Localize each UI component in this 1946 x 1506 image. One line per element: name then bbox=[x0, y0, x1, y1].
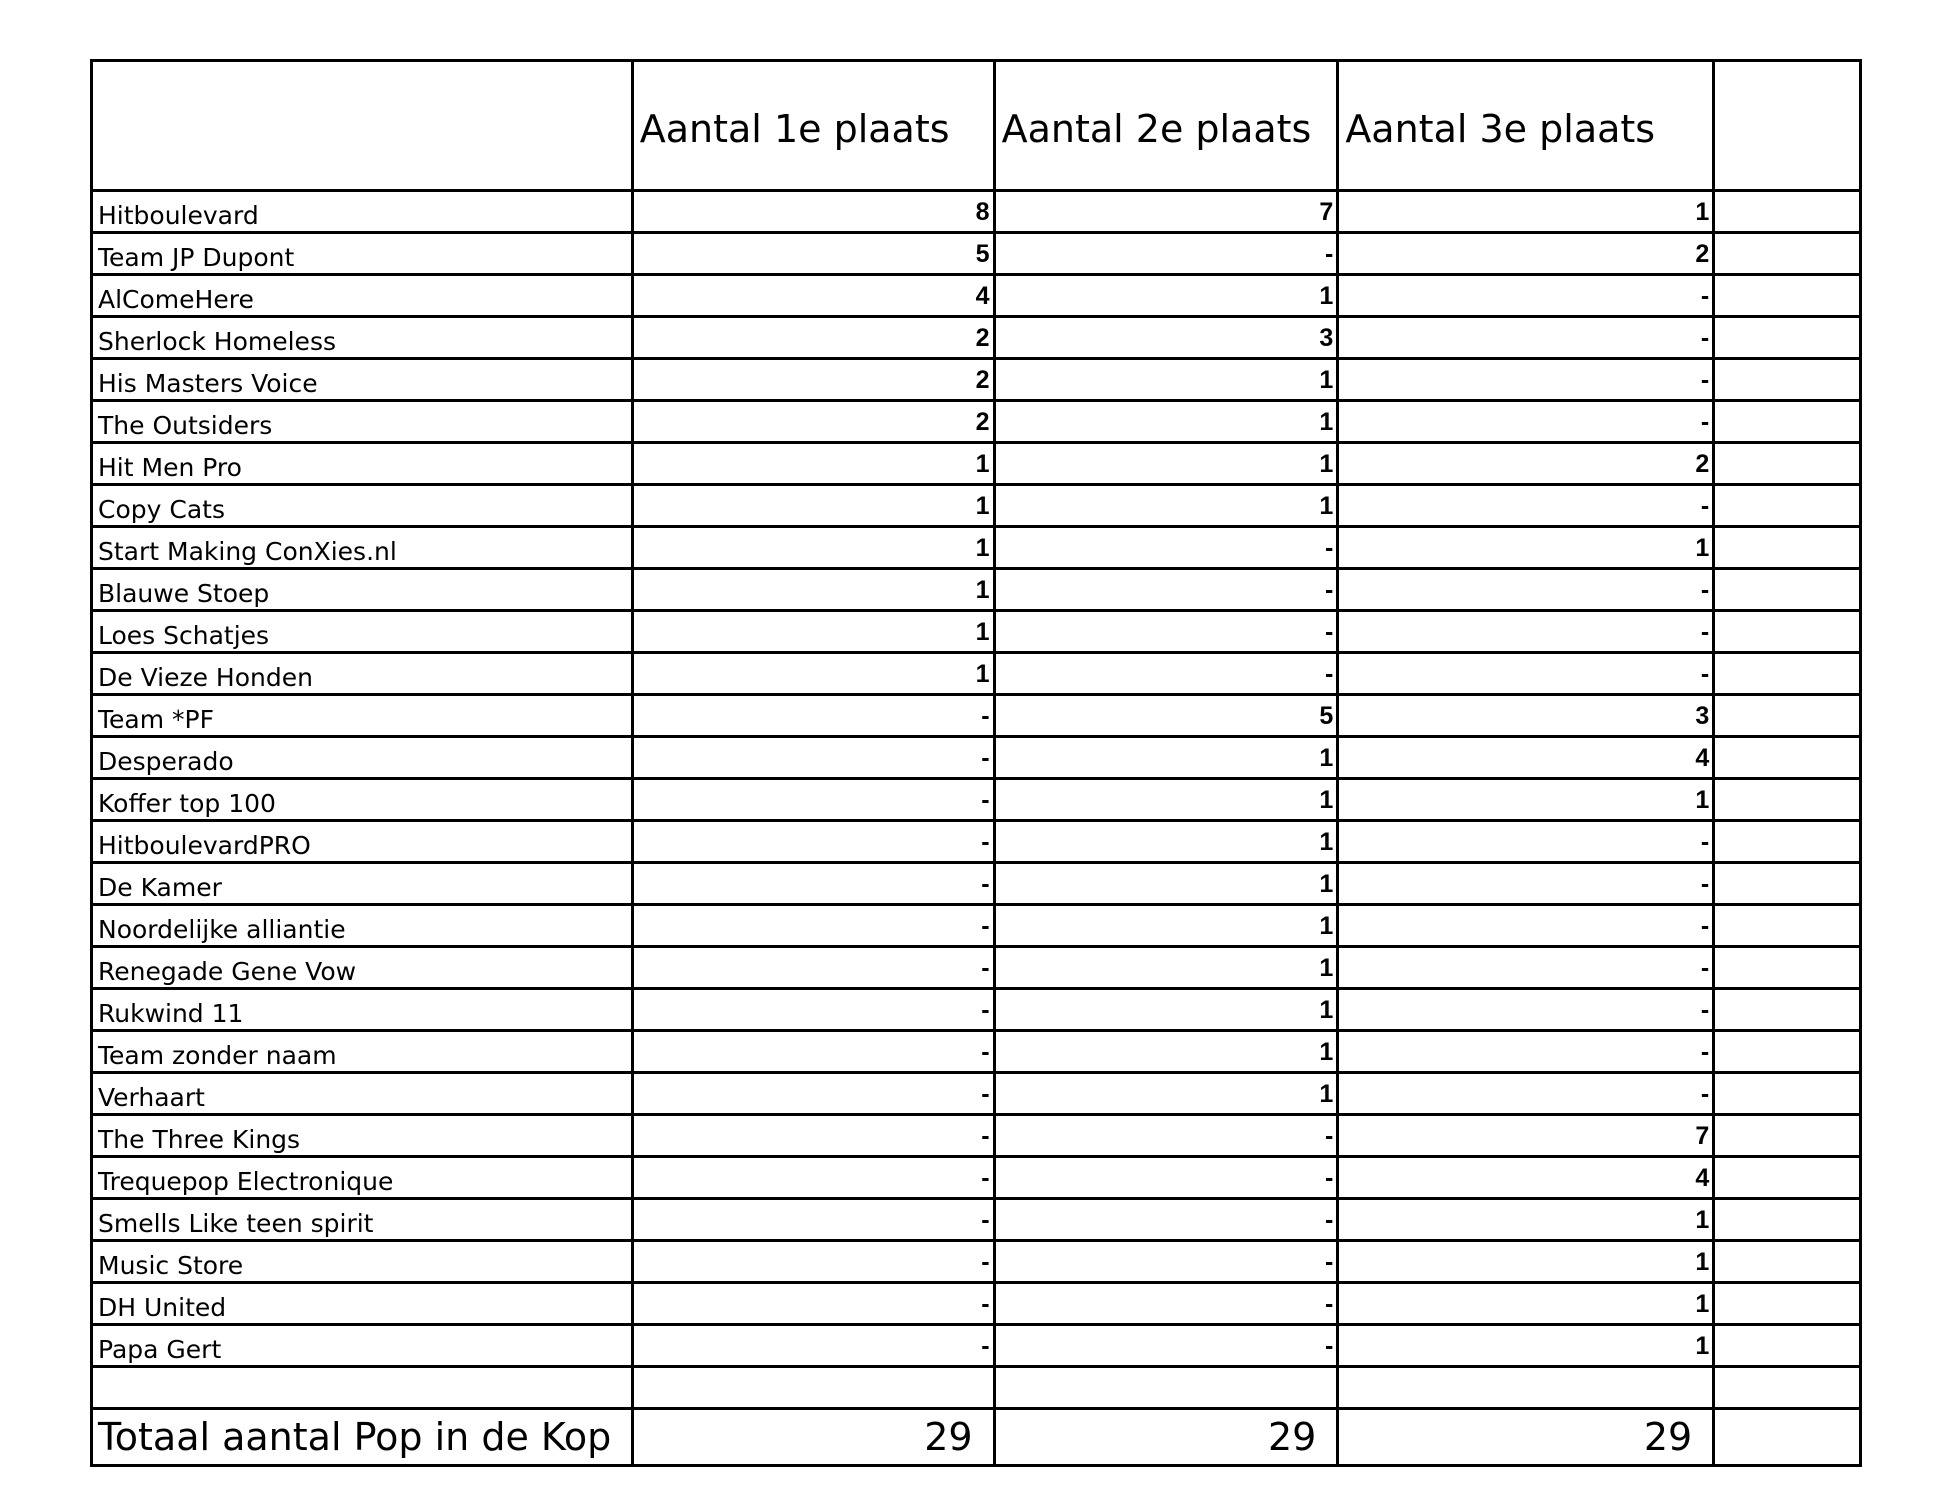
extra-cell bbox=[1714, 233, 1861, 275]
table-row bbox=[92, 1241, 1861, 1283]
team-name-cell: Hitboulevard bbox=[92, 191, 633, 233]
team-name-cell: Koffer top 100 bbox=[92, 779, 633, 821]
table-row bbox=[92, 821, 1861, 863]
header-first-place: Aantal 1e plaats bbox=[632, 61, 994, 191]
extra-cell bbox=[1714, 611, 1861, 653]
second-place-count: 1 bbox=[994, 401, 1338, 443]
team-name-cell: Team zonder naam bbox=[92, 1031, 633, 1073]
first-place-count: - bbox=[632, 1241, 994, 1283]
first-place-count: 5 bbox=[632, 233, 994, 275]
team-name-cell: Desperado bbox=[92, 737, 633, 779]
extra-cell bbox=[1714, 317, 1861, 359]
second-place-count: - bbox=[994, 1199, 1338, 1241]
first-place-count: 8 bbox=[632, 191, 994, 233]
first-place-count: - bbox=[632, 1199, 994, 1241]
extra-cell bbox=[1714, 569, 1861, 611]
first-place-count: 2 bbox=[632, 401, 994, 443]
team-name-cell: De Vieze Honden bbox=[92, 653, 633, 695]
table-row bbox=[92, 233, 1861, 275]
team-name-cell: The Outsiders bbox=[92, 401, 633, 443]
table-row bbox=[92, 737, 1861, 779]
team-name-cell: Start Making ConXies.nl bbox=[92, 527, 633, 569]
third-place-count: 1 bbox=[1338, 1283, 1714, 1325]
third-place-count: - bbox=[1338, 359, 1714, 401]
third-place-count: 1 bbox=[1338, 1325, 1714, 1367]
team-name-cell: De Kamer bbox=[92, 863, 633, 905]
table-row bbox=[92, 779, 1861, 821]
first-place-count: 1 bbox=[632, 611, 994, 653]
team-name-cell: Copy Cats bbox=[92, 485, 633, 527]
second-place-count: 1 bbox=[994, 989, 1338, 1031]
total-first-place: 29 bbox=[632, 1409, 994, 1466]
first-place-count: - bbox=[632, 1325, 994, 1367]
extra-cell bbox=[1714, 653, 1861, 695]
header-row bbox=[92, 61, 1861, 191]
third-place-count: 3 bbox=[1338, 695, 1714, 737]
third-place-count: - bbox=[1338, 821, 1714, 863]
first-place-count: - bbox=[632, 863, 994, 905]
second-place-count: 1 bbox=[994, 275, 1338, 317]
results-table bbox=[90, 59, 1862, 1467]
total-row bbox=[92, 1409, 1861, 1466]
extra-cell bbox=[1714, 527, 1861, 569]
second-place-count: 1 bbox=[994, 443, 1338, 485]
table-row bbox=[92, 527, 1861, 569]
extra-cell bbox=[1714, 359, 1861, 401]
second-place-count: - bbox=[994, 527, 1338, 569]
second-place-count: - bbox=[994, 1325, 1338, 1367]
third-place-count: - bbox=[1338, 611, 1714, 653]
extra-cell bbox=[1714, 191, 1861, 233]
team-name-cell: DH United bbox=[92, 1283, 633, 1325]
team-name-cell: Sherlock Homeless bbox=[92, 317, 633, 359]
table-row bbox=[92, 1199, 1861, 1241]
team-name-cell: Team *PF bbox=[92, 695, 633, 737]
team-name-cell: Verhaart bbox=[92, 1073, 633, 1115]
third-place-count: 1 bbox=[1338, 527, 1714, 569]
second-place-count: 1 bbox=[994, 821, 1338, 863]
extra-cell bbox=[1714, 779, 1861, 821]
first-place-count: 1 bbox=[632, 443, 994, 485]
blank-cell bbox=[994, 1367, 1338, 1409]
second-place-count: 3 bbox=[994, 317, 1338, 359]
team-name-cell: Music Store bbox=[92, 1241, 633, 1283]
first-place-count: - bbox=[632, 1073, 994, 1115]
first-place-count: - bbox=[632, 821, 994, 863]
first-place-count: 1 bbox=[632, 527, 994, 569]
second-place-count: 7 bbox=[994, 191, 1338, 233]
extra-cell bbox=[1714, 947, 1861, 989]
third-place-count: - bbox=[1338, 653, 1714, 695]
header-extra bbox=[1714, 61, 1861, 191]
second-place-count: - bbox=[994, 1157, 1338, 1199]
third-place-count: - bbox=[1338, 863, 1714, 905]
first-place-count: - bbox=[632, 1283, 994, 1325]
second-place-count: 1 bbox=[994, 1031, 1338, 1073]
first-place-count: - bbox=[632, 1115, 994, 1157]
table-row bbox=[92, 275, 1861, 317]
table-row bbox=[92, 1157, 1861, 1199]
second-place-count: 1 bbox=[994, 779, 1338, 821]
table-row bbox=[92, 653, 1861, 695]
second-place-count: 1 bbox=[994, 905, 1338, 947]
third-place-count: 1 bbox=[1338, 1199, 1714, 1241]
first-place-count: - bbox=[632, 947, 994, 989]
third-place-count: 4 bbox=[1338, 1157, 1714, 1199]
extra-cell bbox=[1714, 1241, 1861, 1283]
first-place-count: 1 bbox=[632, 485, 994, 527]
table-row bbox=[92, 863, 1861, 905]
extra-cell bbox=[1714, 695, 1861, 737]
third-place-count: - bbox=[1338, 1073, 1714, 1115]
blank-cell bbox=[632, 1367, 994, 1409]
third-place-count: 2 bbox=[1338, 443, 1714, 485]
extra-cell bbox=[1714, 443, 1861, 485]
second-place-count: - bbox=[994, 653, 1338, 695]
team-name-cell: Hit Men Pro bbox=[92, 443, 633, 485]
extra-cell bbox=[1714, 737, 1861, 779]
team-name-cell: HitboulevardPRO bbox=[92, 821, 633, 863]
third-place-count: - bbox=[1338, 947, 1714, 989]
table-row bbox=[92, 317, 1861, 359]
team-name-cell: His Masters Voice bbox=[92, 359, 633, 401]
table-row bbox=[92, 1325, 1861, 1367]
team-name-cell: AlComeHere bbox=[92, 275, 633, 317]
third-place-count: 4 bbox=[1338, 737, 1714, 779]
table-row bbox=[92, 443, 1861, 485]
second-place-count: - bbox=[994, 611, 1338, 653]
first-place-count: 1 bbox=[632, 569, 994, 611]
extra-cell bbox=[1714, 905, 1861, 947]
second-place-count: 1 bbox=[994, 863, 1338, 905]
team-name-cell: Smells Like teen spirit bbox=[92, 1199, 633, 1241]
blank-cell bbox=[1338, 1367, 1714, 1409]
third-place-count: 1 bbox=[1338, 1241, 1714, 1283]
third-place-count: - bbox=[1338, 485, 1714, 527]
table-row bbox=[92, 569, 1861, 611]
second-place-count: - bbox=[994, 233, 1338, 275]
blank-row bbox=[92, 1367, 1861, 1409]
third-place-count: - bbox=[1338, 569, 1714, 611]
total-third-place: 29 bbox=[1338, 1409, 1714, 1466]
results-table-body bbox=[92, 61, 1861, 1466]
extra-cell bbox=[1714, 1157, 1861, 1199]
second-place-count: 5 bbox=[994, 695, 1338, 737]
extra-cell bbox=[1714, 401, 1861, 443]
third-place-count: - bbox=[1338, 1031, 1714, 1073]
blank-cell bbox=[1714, 1367, 1861, 1409]
extra-cell bbox=[1714, 1031, 1861, 1073]
extra-cell bbox=[1714, 1115, 1861, 1157]
team-name-cell: Team JP Dupont bbox=[92, 233, 633, 275]
third-place-count: 1 bbox=[1338, 191, 1714, 233]
table-row bbox=[92, 1073, 1861, 1115]
third-place-count: 2 bbox=[1338, 233, 1714, 275]
extra-cell bbox=[1714, 989, 1861, 1031]
header-third-place: Aantal 3e plaats bbox=[1338, 61, 1714, 191]
first-place-count: - bbox=[632, 989, 994, 1031]
blank-cell bbox=[92, 1367, 633, 1409]
table-row bbox=[92, 695, 1861, 737]
second-place-count: 1 bbox=[994, 359, 1338, 401]
first-place-count: - bbox=[632, 1157, 994, 1199]
second-place-count: 1 bbox=[994, 485, 1338, 527]
third-place-count: - bbox=[1338, 401, 1714, 443]
table-row bbox=[92, 989, 1861, 1031]
table-row bbox=[92, 947, 1861, 989]
table-row bbox=[92, 401, 1861, 443]
table-row bbox=[92, 1283, 1861, 1325]
second-place-count: 1 bbox=[994, 947, 1338, 989]
extra-cell bbox=[1714, 863, 1861, 905]
team-name-cell: Renegade Gene Vow bbox=[92, 947, 633, 989]
table-row bbox=[92, 485, 1861, 527]
table-row bbox=[92, 905, 1861, 947]
second-place-count: 1 bbox=[994, 737, 1338, 779]
header-second-place: Aantal 2e plaats bbox=[994, 61, 1338, 191]
total-extra-cell bbox=[1714, 1409, 1861, 1466]
first-place-count: - bbox=[632, 737, 994, 779]
second-place-count: - bbox=[994, 1283, 1338, 1325]
team-name-cell: Papa Gert bbox=[92, 1325, 633, 1367]
total-label: Totaal aantal Pop in de Kop bbox=[92, 1409, 633, 1466]
third-place-count: - bbox=[1338, 905, 1714, 947]
table-row bbox=[92, 359, 1861, 401]
team-name-cell: Noordelijke alliantie bbox=[92, 905, 633, 947]
extra-cell bbox=[1714, 1199, 1861, 1241]
team-name-cell: Blauwe Stoep bbox=[92, 569, 633, 611]
second-place-count: 1 bbox=[994, 1073, 1338, 1115]
table-row bbox=[92, 191, 1861, 233]
team-name-cell: Loes Schatjes bbox=[92, 611, 633, 653]
extra-cell bbox=[1714, 275, 1861, 317]
first-place-count: 2 bbox=[632, 317, 994, 359]
extra-cell bbox=[1714, 821, 1861, 863]
first-place-count: 2 bbox=[632, 359, 994, 401]
first-place-count: 1 bbox=[632, 653, 994, 695]
third-place-count: 7 bbox=[1338, 1115, 1714, 1157]
team-name-cell: Rukwind 11 bbox=[92, 989, 633, 1031]
second-place-count: - bbox=[994, 1115, 1338, 1157]
header-team bbox=[92, 61, 633, 191]
table-row bbox=[92, 1031, 1861, 1073]
third-place-count: - bbox=[1338, 317, 1714, 359]
extra-cell bbox=[1714, 1283, 1861, 1325]
second-place-count: - bbox=[994, 1241, 1338, 1283]
third-place-count: 1 bbox=[1338, 779, 1714, 821]
table-row bbox=[92, 1115, 1861, 1157]
table-row bbox=[92, 611, 1861, 653]
third-place-count: - bbox=[1338, 275, 1714, 317]
second-place-count: - bbox=[994, 569, 1338, 611]
first-place-count: - bbox=[632, 695, 994, 737]
first-place-count: 4 bbox=[632, 275, 994, 317]
team-name-cell: Trequepop Electronique bbox=[92, 1157, 633, 1199]
extra-cell bbox=[1714, 485, 1861, 527]
total-second-place: 29 bbox=[994, 1409, 1338, 1466]
first-place-count: - bbox=[632, 779, 994, 821]
extra-cell bbox=[1714, 1073, 1861, 1115]
first-place-count: - bbox=[632, 1031, 994, 1073]
first-place-count: - bbox=[632, 905, 994, 947]
team-name-cell: The Three Kings bbox=[92, 1115, 633, 1157]
third-place-count: - bbox=[1338, 989, 1714, 1031]
extra-cell bbox=[1714, 1325, 1861, 1367]
